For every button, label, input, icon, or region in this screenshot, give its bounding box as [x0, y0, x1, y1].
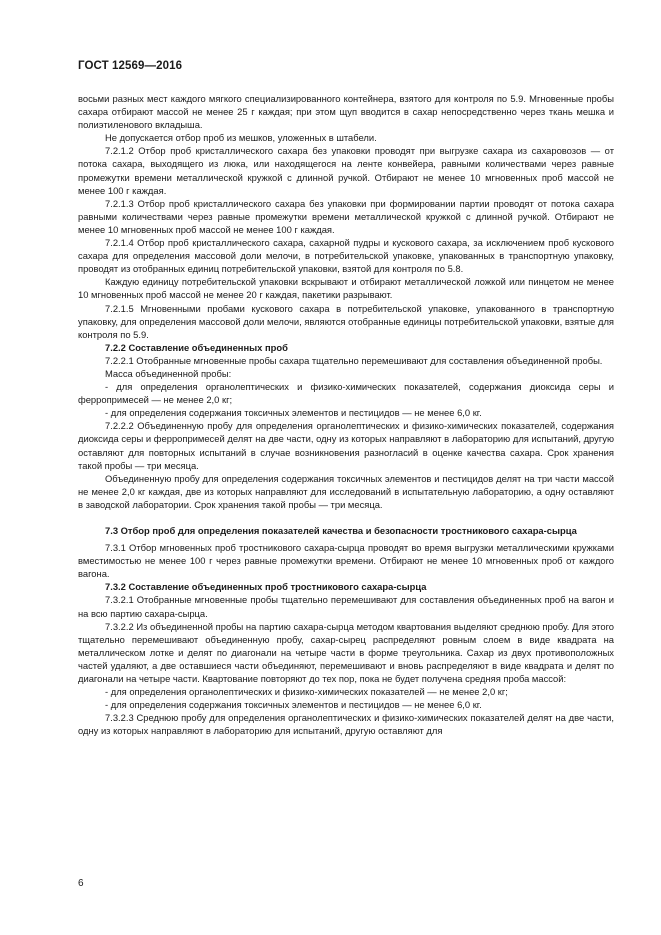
paragraph: Масса объединенной пробы:	[105, 367, 232, 379]
paragraph: 7.3.2.3 Среднюю пробу для определения органолептических и физико-химических показателей делят на две части, одну из которых направляют в лабораторию для испытаний, другую оставляют для	[78, 712, 614, 737]
list-item: - для определения органолептических и физико-химических показателей, содержания диоксида серы и ферропримесей — не менее 2,0 кг;	[78, 381, 614, 406]
paragraph: Объединенную пробу для определения содержания токсичных элементов и пестицидов делят на три части массой не менее 2,0 кг каждая, две из которых направляют для исследований в испытательную лабораторию, а одну оставляют в заводской лаборатории. Срок хранения такой пробы — три месяца.	[78, 472, 614, 510]
paragraph: 7.2.1.5 Мгновенными пробами кускового сахара в потребительской упаковке, упакованного в транспортную упаковку, для определения массовой доли мелочи, являются отобранные единицы потребительской упаковки, взятые для контроля по 5.9.	[78, 302, 614, 340]
section-heading: 7.3.2 Составление объединенных проб тростникового сахара-сырца	[105, 581, 427, 593]
document-header: ГОСТ 12569—2016	[78, 60, 183, 72]
list-item: - для определения органолептических и физико-химических показателей — не менее 2,0 кг;	[105, 686, 508, 698]
page-number: 6	[78, 878, 84, 889]
paragraph: 7.2.2.1 Отобранные мгновенные пробы сахара тщательно перемешивают для составления объединенной пробы.	[105, 354, 603, 366]
paragraph: Каждую единицу потребительской упаковки вскрывают и отбирают металлической ложкой или пинцетом не менее 10 мгновенных проб массой не менее 20 г каждая, пакетики разрывают.	[78, 276, 614, 301]
document-body	[78, 92, 614, 738]
paragraph: 7.2.1.4 Отбор проб кристаллического сахара, сахарной пудры и кускового сахара, за исключением проб кускового сахара для определения массовой доли мелочи, в потребительской упаковке, упакованных в транспортную упаковку, проводят из отобранных единиц потребительской упаковки, взятой для контроля по 5.8.	[78, 237, 614, 275]
list-item: - для определения содержания токсичных элементов и пестицидов — не менее 6,0 кг.	[105, 699, 482, 711]
paragraph: 7.2.1.3 Отбор проб кристаллического сахара без упаковки при формировании партии проводят от потока сахара равными количествами через равные промежутки времени металлической кружкой с длинной ручкой. Отбирают не менее 10 мгновенных проб массой не менее 100 г каждая.	[78, 197, 614, 235]
paragraph: 7.3.1 Отбор мгновенных проб тростникового сахара-сырца проводят во время выгрузки металлическими кружками вместимостью не менее 100 г через равные промежутки времени. Отбирают не менее 10 мгновенных проб от каждого вагона.	[78, 542, 614, 580]
paragraph: 7.2.1.2 Отбор проб кристаллического сахара без упаковки проводят при выгрузке сахара из сахаровозов — от потока сахара, выходящего из люка, или находящегося на ленте конвейера, равными количествами через равные промежутки времени металлической кружкой с длинной ручкой. Отбирают не менее 10 мгновенных проб массой не менее 100 г каждая.	[78, 145, 614, 196]
section-heading: 7.3 Отбор проб для определения показателей качества и безопасности тростникового сахара-сырца	[105, 525, 577, 536]
section-heading: 7.2.2 Составление объединенных проб	[105, 341, 288, 353]
paragraph: 7.3.2.1 Отобранные мгновенные пробы тщательно перемешивают для составления объединенных проб на вагон и на всю партию сахара-сырца.	[78, 594, 614, 619]
paragraph: 7.2.2.2 Объединенную пробу для определения органолептических и физико-химических показателей, содержания диоксида серы и ферропримесей делят на две части, одну из которых направляют в лабораторию для испытаний, другую оставляют для повторных испытаний в случае возникновения разногласий в оценке качества сахара. Срок хранения такой пробы — три месяца.	[78, 420, 614, 471]
paragraph: 7.3.2.2 Из объединенной пробы на партию сахара-сырца методом квартования выделяют среднюю пробу. Для этого тщательно перемешивают объединенную пробу, сахар-сырец распределяют ровным слоем в виде квадрата на металлическом лотке и делят по диагонали на четыре части в форме треугольника. Сахар из двух противоположных частей удаляют, а две оставшиеся части объединяют, перемешивают и вновь распределяют в виде квадрата и делят по диагонали на четыре части. Квартование повторяют до тех пор, пока не будет получена средняя проба массой:	[78, 620, 614, 685]
list-item: - для определения содержания токсичных элементов и пестицидов — не менее 6,0 кг.	[105, 407, 482, 419]
paragraph: Не допускается отбор проб из мешков, уложенных в штабели.	[105, 132, 377, 144]
paragraph: восьми разных мест каждого мягкого специализированного контейнера, взятого для контроля по 5.9. Мгновенные пробы сахара отбирают массой не менее 25 г каждая; при этом щуп вводится в сахар непосредственно через ткань мешка и полиэтиленового вкладыша.	[78, 93, 614, 131]
